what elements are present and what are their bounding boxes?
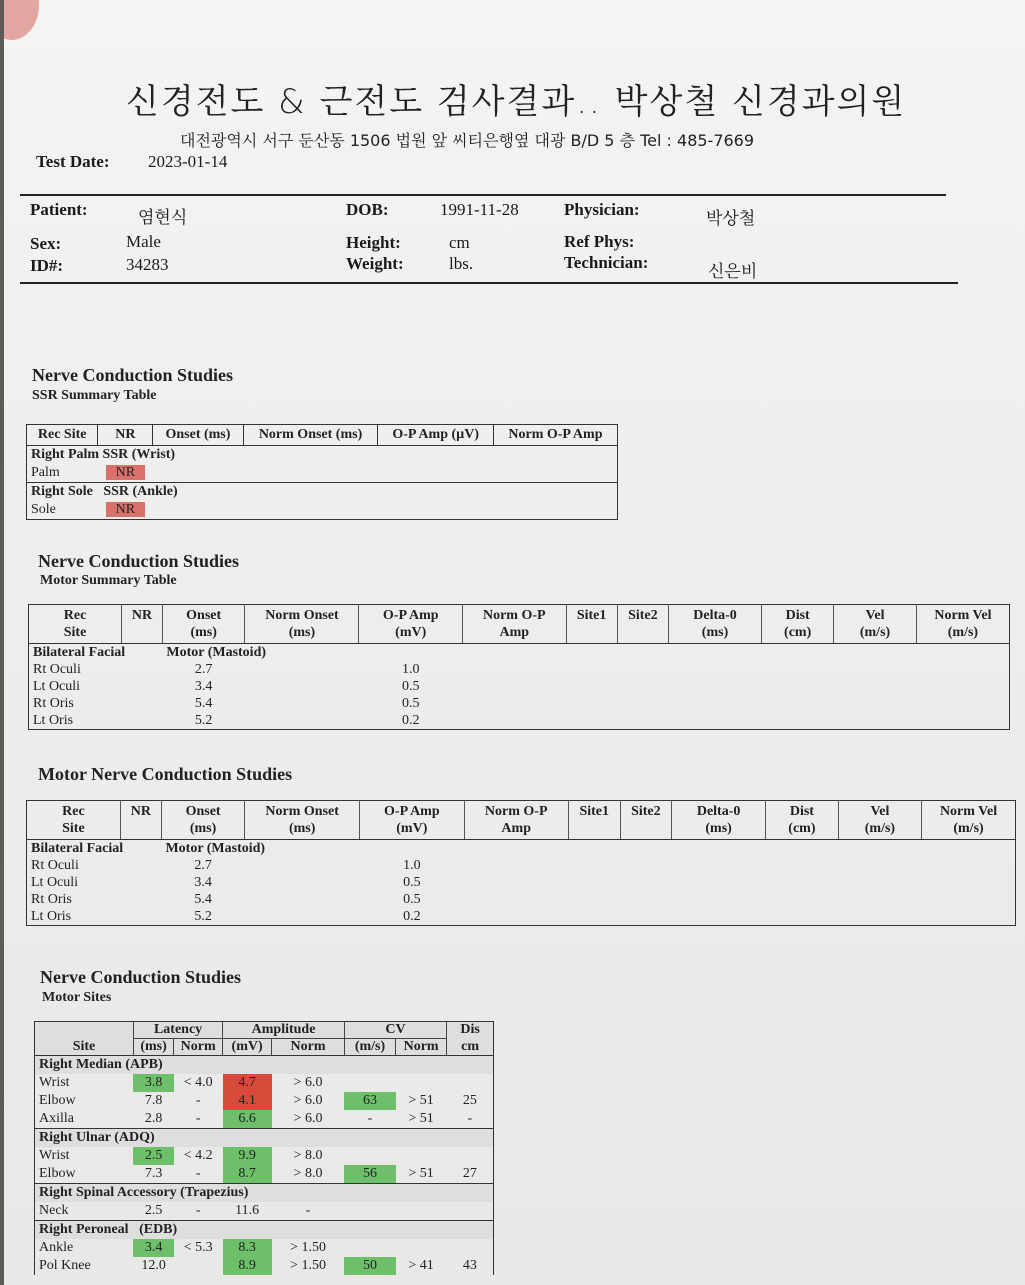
onset-cell: 2.7	[194, 858, 212, 873]
site-cell: Lt Oris	[33, 713, 74, 728]
col-header: cm	[461, 1038, 480, 1054]
onset-cell: 3.4	[194, 679, 213, 694]
latency-cell: 2.5	[144, 1203, 163, 1218]
physician-name: 박상철	[706, 209, 756, 229]
group-label: Right Sole SSR (Ankle)	[27, 483, 618, 502]
col-header: Norm	[174, 1039, 223, 1056]
dob-value: 1991-11-28	[440, 200, 519, 219]
amplitude-cell: 4.1	[223, 1092, 272, 1110]
col-header: Latency	[133, 1022, 222, 1039]
col-header: Norm O-P Amp	[493, 425, 617, 446]
height-label: Height:	[346, 233, 401, 252]
col-header: Norm Vel (m/s)	[916, 605, 1009, 644]
distance-cell: 27	[462, 1166, 477, 1181]
col-header: Dist (cm)	[766, 801, 839, 840]
motor-ncs-table	[26, 800, 1016, 926]
table-row	[35, 1074, 494, 1092]
col-header: NR	[98, 425, 153, 446]
amplitude-norm: > 6.0	[293, 1093, 323, 1108]
cv-norm: > 51	[408, 1166, 434, 1181]
col-header: (ms)	[133, 1039, 173, 1056]
latency-norm: < 5.3	[183, 1240, 213, 1255]
site-cell: Rt Oris	[31, 892, 72, 907]
onset-cell: 5.2	[194, 909, 212, 924]
col-header: Norm	[272, 1039, 345, 1056]
amplitude-norm: > 6.0	[293, 1075, 323, 1090]
sex-label: Sex:	[30, 234, 62, 253]
col-header: Amplitude	[223, 1022, 345, 1039]
dob-label: DOB:	[346, 200, 389, 219]
onset-cell: 5.4	[194, 696, 213, 711]
latency-norm: < 4.0	[183, 1075, 213, 1090]
patient-label: Patient:	[30, 200, 88, 219]
amplitude-cell: 8.7	[223, 1165, 272, 1184]
group-label: Right Peroneal (EDB)	[35, 1221, 494, 1240]
amp-cell: 0.2	[403, 909, 421, 924]
table-row	[29, 678, 1010, 695]
patient-name: 염현식	[138, 208, 188, 228]
nr-badge: NR	[106, 502, 145, 517]
site-cell: Ankle	[39, 1240, 74, 1255]
col-header: Rec Site	[27, 425, 98, 446]
cv-cell: 63	[344, 1092, 395, 1110]
group-label: Right Palm SSR (Wrist)	[31, 447, 176, 462]
table-row	[27, 891, 1016, 908]
table-row	[35, 1202, 494, 1221]
col-header: CV	[344, 1022, 446, 1039]
latency-cell: 12.0	[141, 1258, 166, 1273]
amp-cell: 0.5	[403, 892, 421, 907]
group-detail: Motor (Mastoid)	[165, 841, 266, 856]
amp-cell: 0.5	[401, 679, 420, 694]
motor-summary-table	[28, 604, 1010, 730]
divider	[20, 282, 958, 284]
site-cell: Rt Oculi	[33, 662, 81, 677]
site-cell: Palm	[31, 465, 60, 480]
col-header: Rec Site	[27, 801, 121, 840]
col-header: O-P Amp (µV)	[378, 425, 493, 446]
group-label: Bilateral Facial	[33, 645, 126, 660]
site-cell: Elbow	[39, 1093, 76, 1108]
section-title: Nerve Conduction Studies	[40, 967, 242, 987]
group-label: Right Ulnar (ADQ)	[35, 1129, 494, 1148]
latency-norm: -	[195, 1203, 201, 1218]
table-row	[35, 1092, 494, 1110]
amplitude-norm: -	[305, 1203, 311, 1218]
col-header: Site1	[568, 801, 620, 840]
col-header: O-P Amp (mV)	[360, 801, 464, 840]
report-sheet	[4, 0, 1025, 1285]
col-header: Dis	[460, 1022, 480, 1038]
id-label: ID#:	[30, 256, 64, 275]
table-row	[35, 1165, 494, 1184]
section-title: Nerve Conduction Studies	[38, 551, 240, 571]
amp-cell: 0.5	[403, 875, 421, 890]
technician-label: Technician:	[564, 253, 649, 272]
amp-cell: 1.0	[401, 662, 420, 677]
site-cell: Pol Knee	[39, 1258, 91, 1273]
latency-cell: 3.8	[133, 1074, 173, 1092]
latency-cell: 7.8	[144, 1093, 163, 1108]
site-cell: Neck	[39, 1203, 69, 1218]
weight-unit: lbs.	[449, 254, 474, 273]
amplitude-cell: 4.7	[223, 1074, 272, 1092]
onset-cell: 5.2	[194, 713, 213, 728]
ref-phys-label: Ref Phys:	[564, 232, 635, 251]
section-subtitle: Motor Summary Table	[40, 573, 177, 588]
onset-cell: 2.7	[194, 662, 213, 677]
col-header: Site1	[566, 605, 617, 644]
cv-cell: 56	[344, 1165, 395, 1184]
table-row	[35, 1110, 494, 1129]
amplitude-norm: > 1.50	[290, 1258, 326, 1273]
onset-cell: 5.4	[194, 892, 212, 907]
test-date: 2023-01-14	[148, 152, 228, 171]
col-header: Onset (ms)	[161, 801, 244, 840]
physician-label: Physician:	[564, 200, 640, 219]
col-header: Delta-0 (ms)	[672, 801, 766, 840]
col-header: Norm O-P Amp	[462, 605, 566, 644]
latency-norm: -	[195, 1111, 201, 1126]
amplitude-norm: > 1.50	[290, 1240, 326, 1255]
table-row	[35, 1239, 494, 1257]
amplitude-cell: 8.9	[223, 1257, 272, 1275]
col-header: Site2	[620, 801, 672, 840]
col-header: Delta-0 (ms)	[668, 605, 761, 644]
amp-cell: 1.0	[403, 858, 421, 873]
sex-value: Male	[126, 232, 161, 251]
table-row	[29, 712, 1010, 730]
col-header: Norm Vel (m/s)	[922, 801, 1016, 840]
amplitude-norm: > 6.0	[293, 1111, 323, 1126]
site-cell: Lt Oris	[31, 909, 72, 924]
col-header: Norm Onset (ms)	[243, 425, 378, 446]
weight-label: Weight:	[346, 254, 404, 273]
col-header: Norm Onset (ms)	[245, 605, 359, 644]
group-label: Right Median (APB)	[35, 1056, 494, 1075]
site-cell: Wrist	[39, 1148, 70, 1163]
amplitude-norm: > 8.0	[293, 1166, 323, 1181]
clinic-address: 대전광역시 서구 둔산동 1506 법원 앞 씨티은행옆 대광 B/D 5 층 Tel : 485-7669	[180, 131, 755, 150]
section-title: Motor Nerve Conduction Studies	[38, 764, 293, 784]
section-title: Nerve Conduction Studies	[32, 365, 234, 385]
height-unit: cm	[449, 233, 470, 252]
nr-badge: NR	[106, 465, 145, 480]
distance-cell: 43	[462, 1258, 477, 1273]
table-row	[27, 874, 1016, 891]
col-header: Onset (ms)	[153, 425, 243, 446]
amplitude-cell: 8.3	[223, 1239, 272, 1257]
section-subtitle: SSR Summary Table	[32, 388, 157, 403]
latency-cell: 2.5	[133, 1147, 173, 1165]
technician-name: 신은비	[708, 262, 758, 282]
group-label: Right Spinal Accessory (Trapezius)	[35, 1184, 494, 1203]
col-header: Norm	[396, 1039, 447, 1056]
amplitude-cell: 11.6	[235, 1203, 260, 1218]
amp-cell: 0.2	[401, 713, 420, 728]
site-cell: Lt Oculi	[31, 875, 79, 890]
col-header: Vel (m/s)	[838, 801, 921, 840]
site-cell: Elbow	[39, 1166, 76, 1181]
table-row	[29, 661, 1010, 678]
col-header: Dist (cm)	[762, 605, 834, 644]
col-header: Vel (m/s)	[834, 605, 917, 644]
distance-cell: -	[467, 1111, 473, 1126]
distance-cell: 25	[462, 1093, 477, 1108]
col-header: (mV)	[223, 1039, 272, 1056]
table-row	[35, 1257, 494, 1275]
onset-cell: 3.4	[194, 875, 212, 890]
latency-cell: 3.4	[133, 1239, 173, 1257]
col-header: NR	[120, 801, 161, 840]
id-value: 34283	[126, 255, 169, 274]
site-cell: Rt Oculi	[31, 858, 79, 873]
test-date-label: Test Date:	[36, 152, 110, 171]
col-header: Site	[35, 1039, 134, 1056]
amplitude-cell: 9.9	[223, 1147, 272, 1165]
site-cell: Axilla	[39, 1111, 74, 1126]
table-row	[27, 908, 1016, 926]
col-header: Site2	[617, 605, 668, 644]
col-header: (m/s)	[344, 1039, 395, 1056]
site-cell: Wrist	[39, 1075, 70, 1090]
amplitude-cell: 6.6	[223, 1110, 272, 1129]
cv-cell: 50	[344, 1257, 395, 1275]
cv-cell: -	[367, 1111, 373, 1126]
table-row	[35, 1147, 494, 1165]
latency-cell: 2.8	[144, 1111, 163, 1126]
table-row	[29, 695, 1010, 712]
col-header: O-P Amp (mV)	[359, 605, 463, 644]
latency-cell: 7.3	[144, 1166, 163, 1181]
group-label: Bilateral Facial	[31, 841, 124, 856]
latency-norm: -	[195, 1093, 201, 1108]
site-cell: Rt Oris	[33, 696, 74, 711]
col-header: NR	[122, 605, 163, 644]
amplitude-norm: > 8.0	[293, 1148, 323, 1163]
table-row	[27, 857, 1016, 874]
ssr-summary-table	[26, 424, 618, 520]
col-header: Norm Onset (ms)	[245, 801, 360, 840]
latency-norm: < 4.2	[183, 1148, 213, 1163]
cv-norm: > 41	[408, 1258, 434, 1273]
col-header: Norm O-P Amp	[464, 801, 568, 840]
site-cell: Lt Oculi	[33, 679, 81, 694]
site-cell: Sole	[31, 502, 56, 517]
col-header: Onset (ms)	[162, 605, 245, 644]
divider	[20, 194, 946, 196]
amp-cell: 0.5	[401, 696, 420, 711]
cv-norm: > 51	[408, 1111, 434, 1126]
latency-norm: -	[195, 1166, 201, 1181]
section-subtitle: Motor Sites	[42, 990, 112, 1005]
motor-sites-table	[34, 1021, 494, 1275]
group-detail: Motor (Mastoid)	[166, 645, 267, 660]
col-header: Rec Site	[29, 605, 122, 644]
finger-blur	[4, 0, 39, 40]
report-title: 신경전도 & 근전도 검사결과.. 박상철 신경과의원	[126, 82, 907, 122]
latency-norm	[174, 1257, 223, 1275]
cv-norm: > 51	[408, 1093, 434, 1108]
